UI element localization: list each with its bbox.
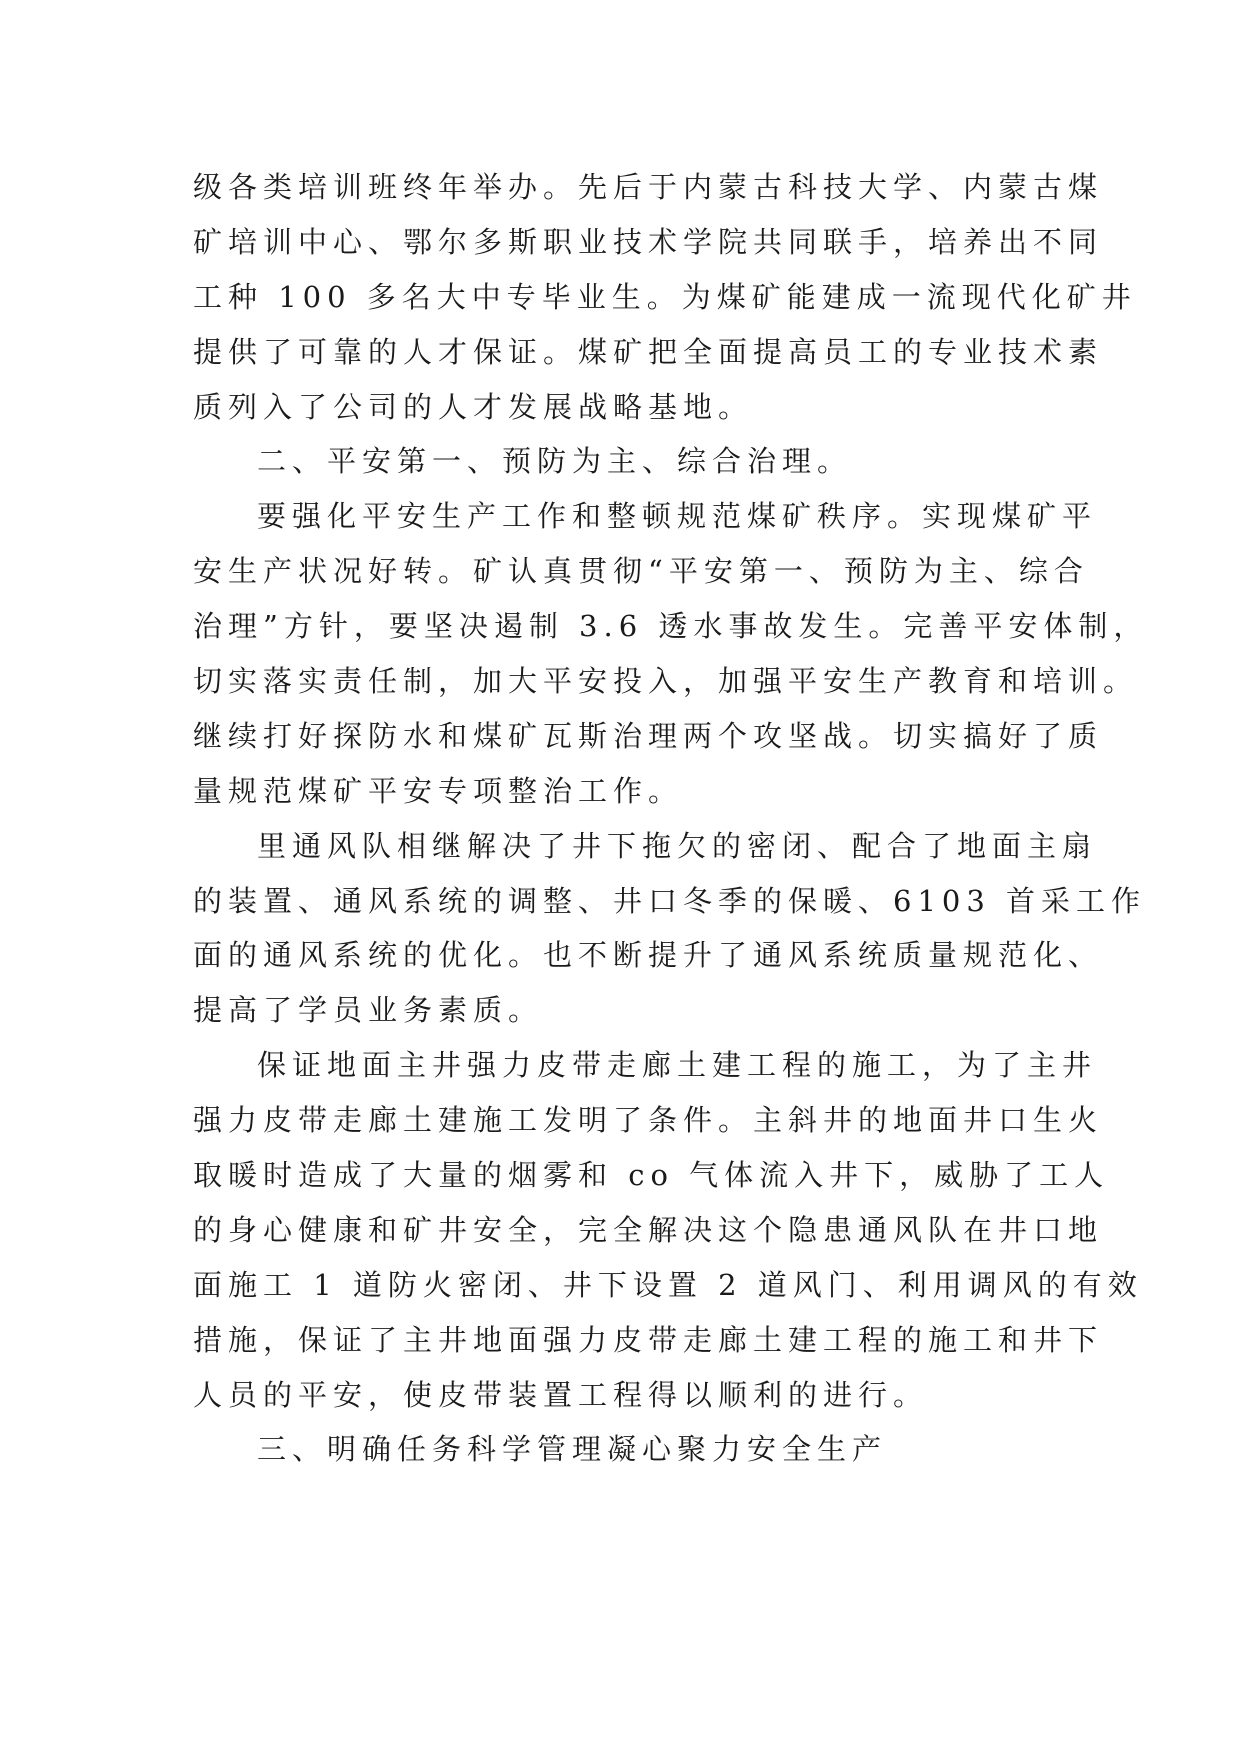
text-line: 量规范煤矿平安专项整治工作。 [193,773,684,808]
paragraph-first-line: 要强化平安生产工作和整顿规范煤矿秩序。实现煤矿平 [257,499,1098,534]
text-line: 提供了可靠的人才保证。煤矿把全面提高员工的专业技术素 [193,334,1104,369]
text-line: 矿培训中心、鄂尔多斯职业技术学院共同联手，培养出不同 [193,224,1104,259]
text-line: 措施，保证了主井地面强力皮带走廊土建工程的施工和井下 [193,1322,1104,1357]
text-line: 面的通风系统的优化。也不断提升了通风系统质量规范化、 [193,938,1104,973]
paragraph-first-line: 里通风队相继解决了井下拖欠的密闭、配合了地面主扇 [257,828,1098,863]
text-line: 工种 100 多名大中专毕业生。为煤矿能建成一流现代化矿井 [193,279,1137,314]
text-line: 面施工 1 道防火密闭、井下设置 2 道风门、利用调风的有效 [193,1267,1143,1302]
section-heading: 三、明确任务科学管理凝心聚力安全生产 [257,1432,888,1467]
paragraph-first-line: 保证地面主井强力皮带走廊土建工程的施工，为了主井 [257,1048,1098,1083]
text-line: 继续打好探防水和煤矿瓦斯治理两个攻坚战。切实搞好了质 [193,718,1104,753]
text-line: 级各类培训班终年举办。先后于内蒙古科技大学、内蒙古煤 [193,170,1104,204]
text-line: 人员的平安，使皮带装置工程得以顺利的进行。 [193,1377,929,1412]
text-line: 治理”方针，要坚决遏制 3.6 透水事故发生。完善平安体制， [193,609,1149,644]
text-line: 的装置、通风系统的调整、井口冬季的保暖、6103 首采工作 [193,883,1147,918]
text-line: 取暖时造成了大量的烟雾和 co 气体流入井下，威胁了工人 [193,1158,1110,1193]
text-line: 安生产状况好转。矿认真贯彻“平安第一、预防为主、综合 [193,554,1089,589]
text-line: 切实落实责任制，加大平安投入，加强平安生产教育和培训。 [193,664,1139,699]
text-line: 提高了学员业务素质。 [193,993,544,1028]
text-line: 质列入了公司的人才发展战略基地。 [193,389,754,424]
text-line: 的身心健康和矿井安全，完全解决这个隐患通风队在井口地 [193,1212,1104,1247]
text-line: 强力皮带走廊土建施工发明了条件。主斜井的地面井口生火 [193,1103,1104,1138]
document-body [193,160,1149,1477]
section-heading: 二、平安第一、预防为主、综合治理。 [257,444,853,479]
